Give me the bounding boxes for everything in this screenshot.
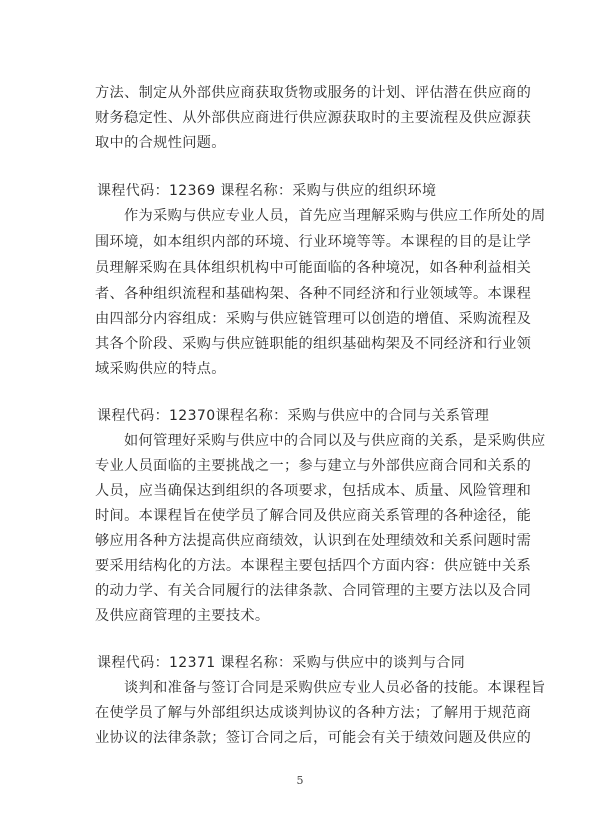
course-12370-line-7: 的动力学、有关合同履行的法律条款、合同管理的主要方法以及合同 bbox=[95, 583, 532, 599]
course-12370-line-6: 要采用结构化的方法。本课程主要包括四个方面内容：供应链中关系 bbox=[95, 558, 532, 574]
intro-line-3: 取中的合规性问题。 bbox=[95, 135, 226, 151]
course-12369-line-2: 围环境，如本组织内部的环境、行业环境等等。本课程的目的是让学 bbox=[95, 234, 532, 250]
course-12369-line-6: 其各个阶段、采购与供应链职能的组织基础构架及不同经济和行业领 bbox=[95, 336, 532, 352]
course-12371-heading: 课程代码：12371 课程名称：采购与供应中的谈判与合同 bbox=[97, 655, 466, 671]
course-12370-line-4: 时间。本课程旨在使学员了解合同及供应商关系管理的各种途径，能 bbox=[95, 508, 532, 524]
course-12369-line-7: 域采购供应的特点。 bbox=[95, 361, 226, 377]
course-12369-line-5: 由四部分内容组成：采购与供应链管理可以创造的增值、采购流程及 bbox=[95, 311, 532, 327]
course-12370-line-1: 如何管理好采购与供应中的合同以及与供应商的关系，是采购供应 bbox=[124, 433, 546, 449]
course-12369-line-1: 作为采购与供应专业人员，首先应当理解采购与供应工作所处的周 bbox=[124, 208, 546, 224]
page-number: 5 bbox=[296, 774, 304, 787]
course-12369-line-4: 者、各种组织流程和基础构架、各种不同经济和行业领域等。本课程 bbox=[95, 286, 532, 302]
intro-line-2: 财务稳定性、从外部供应商进行供应源获取时的主要流程及供应源获 bbox=[95, 110, 532, 126]
course-12370-line-2: 专业人员面临的主要挑战之一；参与建立与外部供应商合同和关系的 bbox=[95, 458, 532, 474]
course-12370-line-5: 够应用各种方法提高供应商绩效，认识到在处理绩效和关系问题时需 bbox=[95, 533, 532, 549]
course-12371-line-3: 业协议的法律条款；签订合同之后，可能会有关于绩效问题及供应的 bbox=[95, 730, 532, 746]
course-12371-line-1: 谈判和准备与签订合同是采购供应专业人员必备的技能。本课程旨 bbox=[124, 680, 546, 696]
course-12370-line-8: 及供应商管理的主要技术。 bbox=[95, 608, 270, 624]
course-12370-heading: 课程代码：12370课程名称：采购与供应中的合同与关系管理 bbox=[97, 408, 490, 424]
intro-line-1: 方法、制定从外部供应商获取货物或服务的计划、评估潜在供应商的 bbox=[95, 85, 532, 101]
course-12371-line-2: 在使学员了解与外部组织达成谈判协议的各种方法；了解用于规范商 bbox=[95, 705, 532, 721]
course-12369-line-3: 员理解采购在具体组织机构中可能面临的各种境况，如各种利益相关 bbox=[95, 260, 532, 276]
course-12369-heading: 课程代码：12369 课程名称：采购与供应的组织环境 bbox=[97, 183, 437, 199]
course-12370-line-3: 人员，应当确保达到组织的各项要求，包括成本、质量、风险管理和 bbox=[95, 483, 532, 499]
